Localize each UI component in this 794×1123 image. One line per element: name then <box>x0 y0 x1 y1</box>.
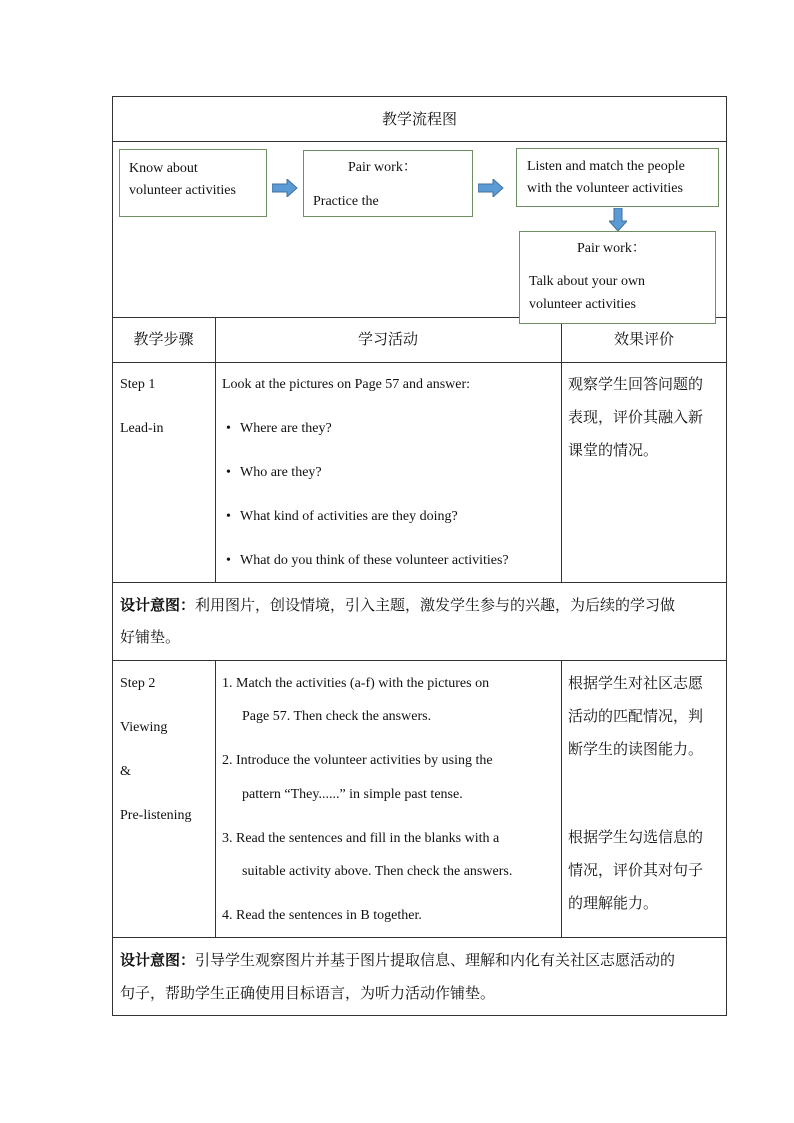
step1-evaluation-line-1: 观察学生回答问题的 <box>568 375 704 393</box>
question-text: Where are they? <box>240 421 332 436</box>
flow-box-1-line-1: Know about <box>129 161 198 176</box>
flow-box-1-line-2: volunteer activities <box>129 183 236 198</box>
question-text: What do you think of these volunteer activities? <box>240 553 509 568</box>
step2-label: Step 2 <box>120 676 156 691</box>
rule-header <box>112 362 727 363</box>
bullet-icon: • <box>226 509 231 524</box>
step1-evaluation-line-3: 课堂的情况。 <box>568 441 659 459</box>
step1-evaluation-line-2: 表现，评价其融入新 <box>568 408 704 426</box>
step2-evaluation-1-line-2: 活动的匹配情况，判 <box>568 707 704 725</box>
step2-evaluation-2-line-2: 情况，评价其对句子 <box>568 861 704 879</box>
flow-box-2-title: Pair work： <box>348 160 417 175</box>
flowchart-title: 教学流程图 <box>381 110 457 128</box>
step1-question-1 <box>226 420 332 438</box>
question-text: What kind of activities are they doing? <box>240 509 458 524</box>
col-rule-2b <box>561 660 562 937</box>
step2-sublabel-amp: & <box>120 764 131 779</box>
step1-question-3 <box>226 508 458 526</box>
step2-sublabel-prelistening: Pre-listening <box>120 808 192 823</box>
flow-box-4-line-2: volunteer activities <box>529 297 636 312</box>
col-rule-1a <box>215 317 216 582</box>
step1-question-4 <box>226 552 509 570</box>
step1-intro: Look at the pictures on Page 57 and answer: <box>222 377 471 392</box>
flow-box-2-line: Practice the <box>313 194 379 209</box>
design-intent-2-line-1 <box>120 951 675 969</box>
step2-item-1-line-2: Page 57. Then check the answers. <box>242 709 432 724</box>
design-intent-2-line-2: 句子，帮助学生正确使用目标语言，为听力活动作铺垫。 <box>120 984 496 1002</box>
header-effect-evaluation: 效果评价 <box>613 330 674 348</box>
arrow-right-icon <box>478 179 504 197</box>
step2-item-1-line-1: 1. Match the activities (a-f) with the pictures on <box>222 676 490 691</box>
step2-item-4-line-1: 4. Read the sentences in B together. <box>222 908 422 923</box>
rule-step2 <box>112 937 727 938</box>
flow-box-listen-match <box>516 148 719 207</box>
flow-box-3-line-1: Listen and match the people <box>527 159 685 174</box>
bullet-icon: • <box>226 421 231 436</box>
step2-sublabel-viewing: Viewing <box>120 720 168 735</box>
design-intent-text: 引导学生观察图片并基于图片提取信息、理解和内化有关社区志愿活动的 <box>195 951 676 969</box>
step1-sublabel: Lead-in <box>120 421 164 436</box>
step1-label: Step 1 <box>120 377 156 392</box>
step2-evaluation-2-line-1: 根据学生勾选信息的 <box>568 828 704 846</box>
bullet-icon: • <box>226 465 231 480</box>
col-rule-2a <box>561 317 562 582</box>
bullet-icon: • <box>226 553 231 568</box>
step2-item-3-line-1: 3. Read the sentences and fill in the blanks with a <box>222 831 500 846</box>
rule-step1 <box>112 582 727 583</box>
step1-question-2 <box>226 464 322 482</box>
step2-evaluation-2-line-3: 的理解能力。 <box>568 894 659 912</box>
flow-box-4-title: Pair work： <box>577 241 646 256</box>
rule-design1 <box>112 660 727 661</box>
header-teaching-steps: 教学步骤 <box>133 330 194 348</box>
arrow-down-icon <box>609 208 627 232</box>
design-intent-label: 设计意图： <box>120 596 196 614</box>
step2-item-2-line-2: pattern “They......” in simple past tense. <box>242 787 463 802</box>
step2-item-3-line-2: suitable activity above. Then check the answers. <box>242 864 513 879</box>
flow-box-4-line-1: Talk about your own <box>529 274 646 289</box>
arrow-right-icon <box>272 179 298 197</box>
col-rule-1b <box>215 660 216 937</box>
design-intent-label: 设计意图： <box>120 951 196 969</box>
question-text: Who are they? <box>240 465 322 480</box>
step2-item-2-line-1: 2. Introduce the volunteer activities by using the <box>222 753 493 768</box>
flow-box-3-line-2: with the volunteer activities <box>527 181 683 196</box>
header-learning-activities: 学习活动 <box>357 330 418 348</box>
design-intent-1-line-2: 好铺垫。 <box>120 628 181 646</box>
design-intent-1-line-1 <box>120 596 675 614</box>
rule-title <box>112 141 727 142</box>
step2-evaluation-1-line-1: 根据学生对社区志愿 <box>568 674 704 692</box>
step2-evaluation-1-line-3: 断学生的读图能力。 <box>568 740 704 758</box>
design-intent-text: 利用图片，创设情境，引入主题，激发学生参与的兴趣，为后续的学习做 <box>195 596 676 614</box>
